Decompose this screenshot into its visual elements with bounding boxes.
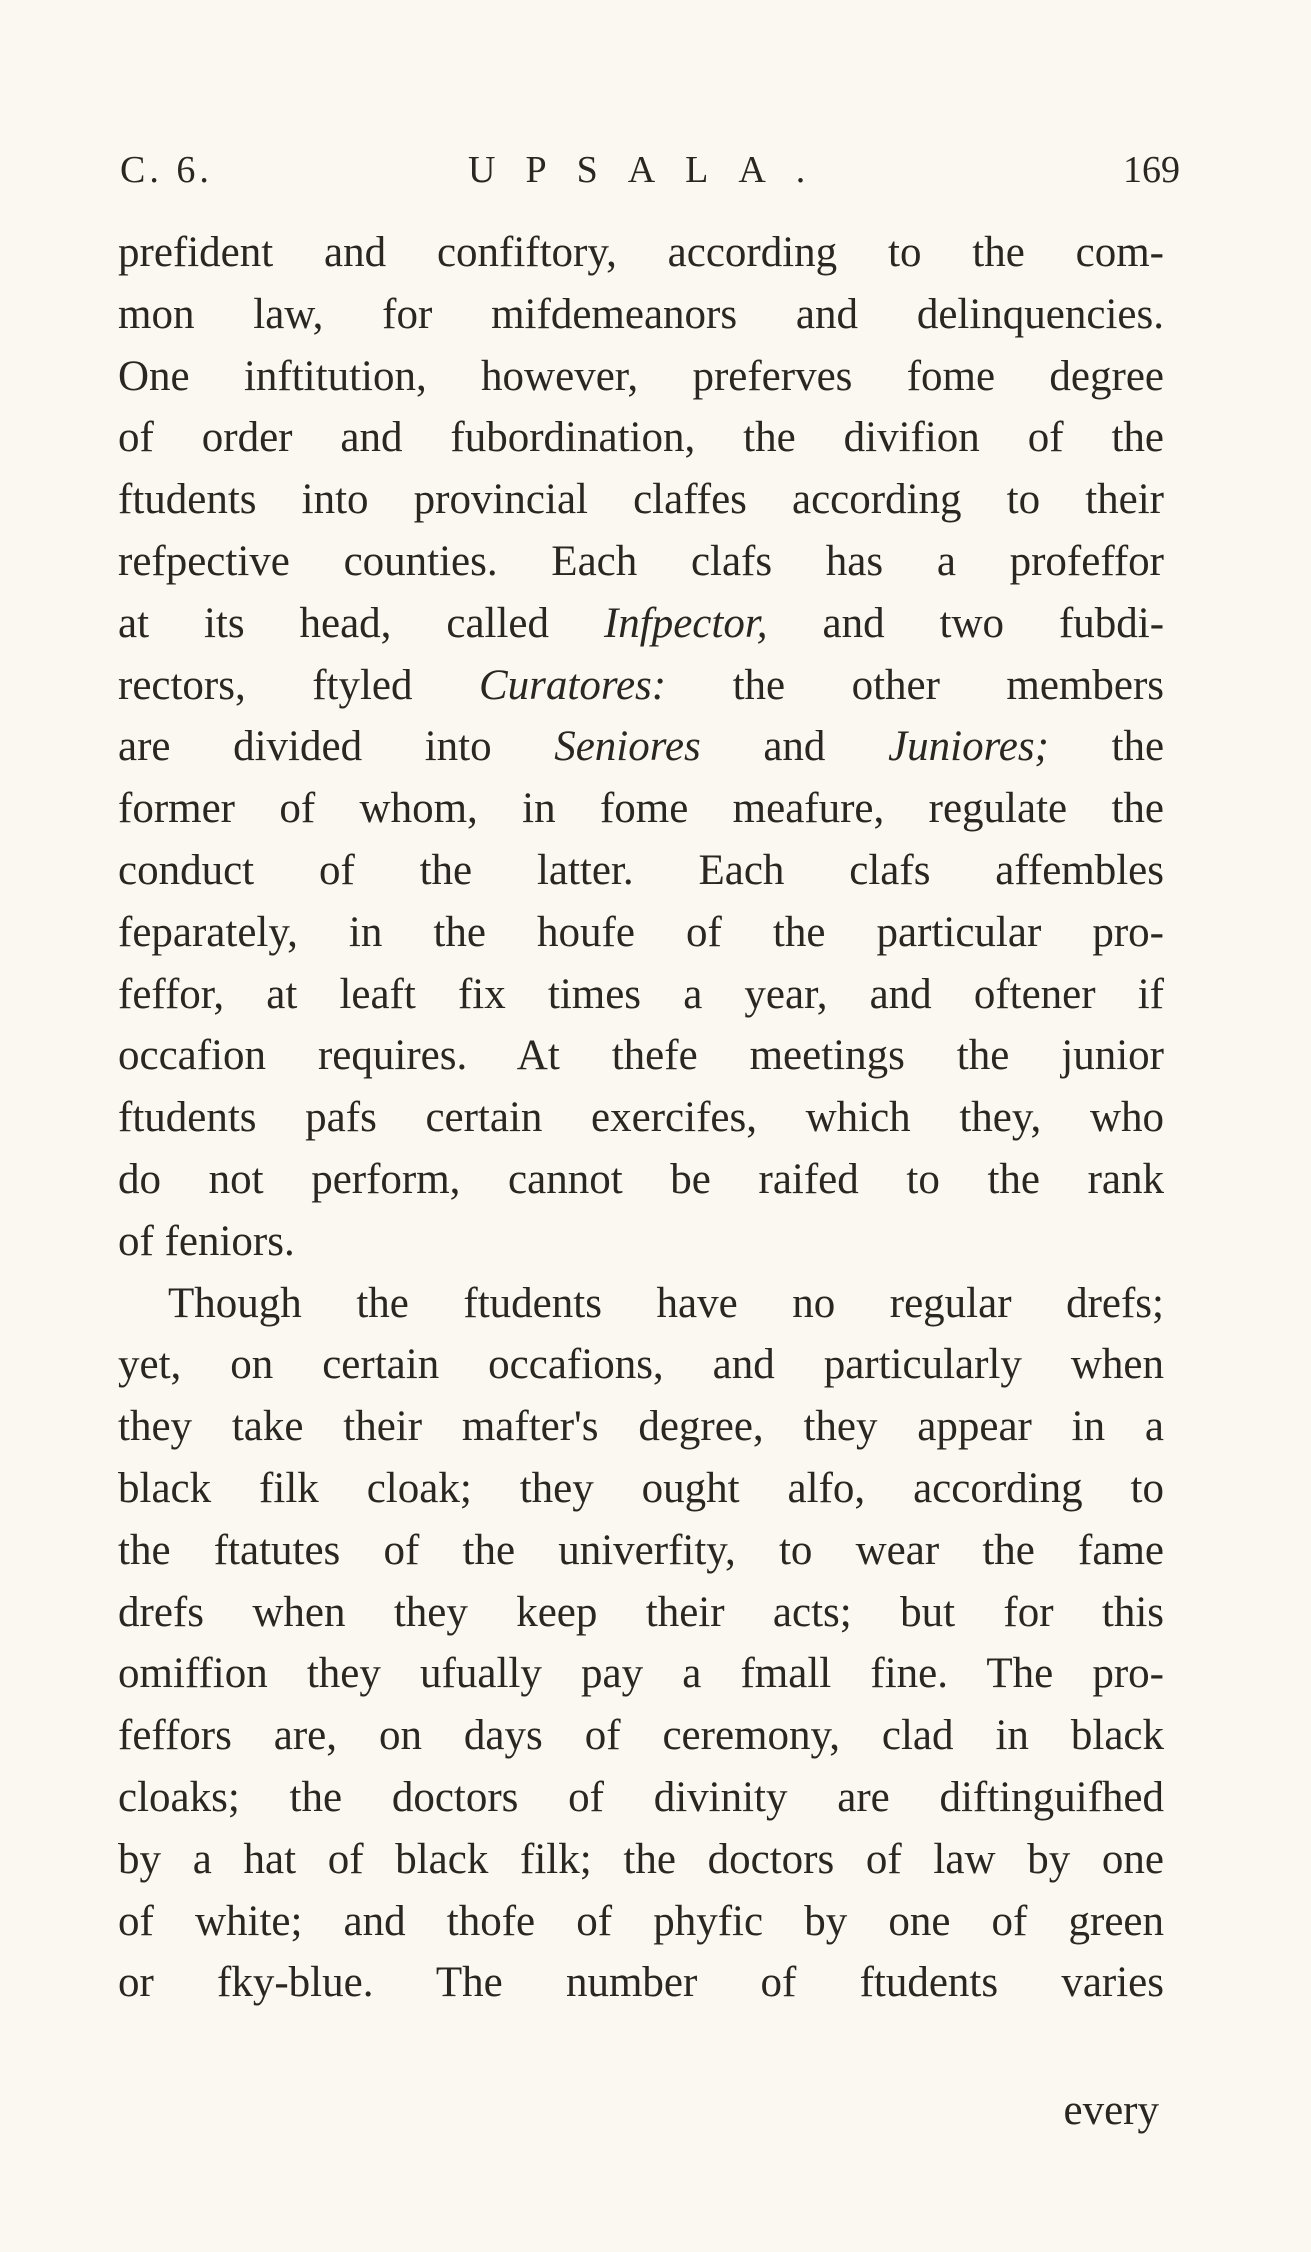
text-fragment: are divided into: [118, 723, 492, 771]
body-text: [118, 222, 1164, 2014]
text-line: cloaks; the doctors of divinity are diftinguifhed: [118, 1773, 1164, 1821]
text-line: former of whom, in fome meafure, regulate the: [118, 785, 1164, 833]
text-fragment: the: [1111, 723, 1165, 771]
italic-term: Curatores:: [478, 661, 667, 709]
text-line: conduct of the latter. Each clafs affembles: [118, 846, 1164, 894]
text-line: by a hat of black filk; the doctors of law by one: [118, 1835, 1164, 1883]
text-line: the ftatutes of the univerfity, to wear the fame: [118, 1526, 1164, 1574]
italic-term: Seniores: [554, 723, 701, 771]
running-header: [120, 148, 1180, 198]
text-line: ftudents pafs certain exercifes, which they, who: [118, 1094, 1164, 1142]
page-number: 169: [1123, 149, 1180, 191]
text-line: [118, 716, 1164, 778]
text-line: yet, on certain occafions, and particularly when: [118, 1341, 1164, 1389]
text-line: of order and fubordination, the divifion of the: [118, 414, 1164, 462]
text-line: One inftitution, however, preferves fome degree: [118, 352, 1164, 400]
catchword: every: [1063, 2087, 1159, 2134]
text-line: they take their mafter's degree, they appear in a: [118, 1403, 1164, 1451]
text-fragment: and: [763, 723, 826, 771]
chapter-marker: C. 6.: [120, 149, 213, 191]
text-line: black filk cloak; they ought alfo, according to: [118, 1464, 1164, 1512]
italic-term: Juniores;: [888, 723, 1049, 771]
text-line: prefident and confiftory, according to the com-: [118, 229, 1164, 276]
text-line: feffors are, on days of ceremony, clad in black: [118, 1712, 1164, 1760]
text-line: omiffion they ufually pay a fmall fine. The pro-: [118, 1650, 1164, 1698]
text-line: of white; and thofe of phyfic by one of green: [118, 1897, 1164, 1945]
text-line: feparately, in the houfe of the particular pro-: [118, 908, 1164, 956]
text-line: feffor, at leaft fix times a year, and oftener if: [118, 970, 1164, 1018]
text-line: or fky-blue. The number of ftudents varies: [118, 1959, 1164, 2007]
text-line: drefs when they keep their acts; but for this: [118, 1588, 1164, 1636]
text-line: of feniors.: [118, 1217, 295, 1265]
running-title: UPSALA.: [468, 149, 836, 191]
text-line: occafion requires. At thefe meetings the junior: [118, 1032, 1164, 1080]
text-fragment: rectors, ftyled: [118, 661, 413, 709]
text-fragment: the other members: [732, 661, 1164, 709]
text-line: Though the ftudents have no regular drefs;: [168, 1279, 1164, 1327]
text-line: [118, 593, 1164, 655]
text-line: ftudents into provincial claffes according to their: [118, 476, 1164, 524]
text-fragment: and two fubdi-: [822, 599, 1165, 647]
text-line: mon law, for mifdemeanors and delinquencies.: [118, 290, 1164, 338]
text-line: refpective counties. Each clafs has a profeffor: [118, 537, 1164, 585]
text-fragment: at its head, called: [118, 599, 550, 647]
text-line: [118, 655, 1164, 717]
text-line: do not perform, cannot be raifed to the rank: [118, 1155, 1164, 1203]
italic-term: Infpector,: [603, 599, 768, 647]
